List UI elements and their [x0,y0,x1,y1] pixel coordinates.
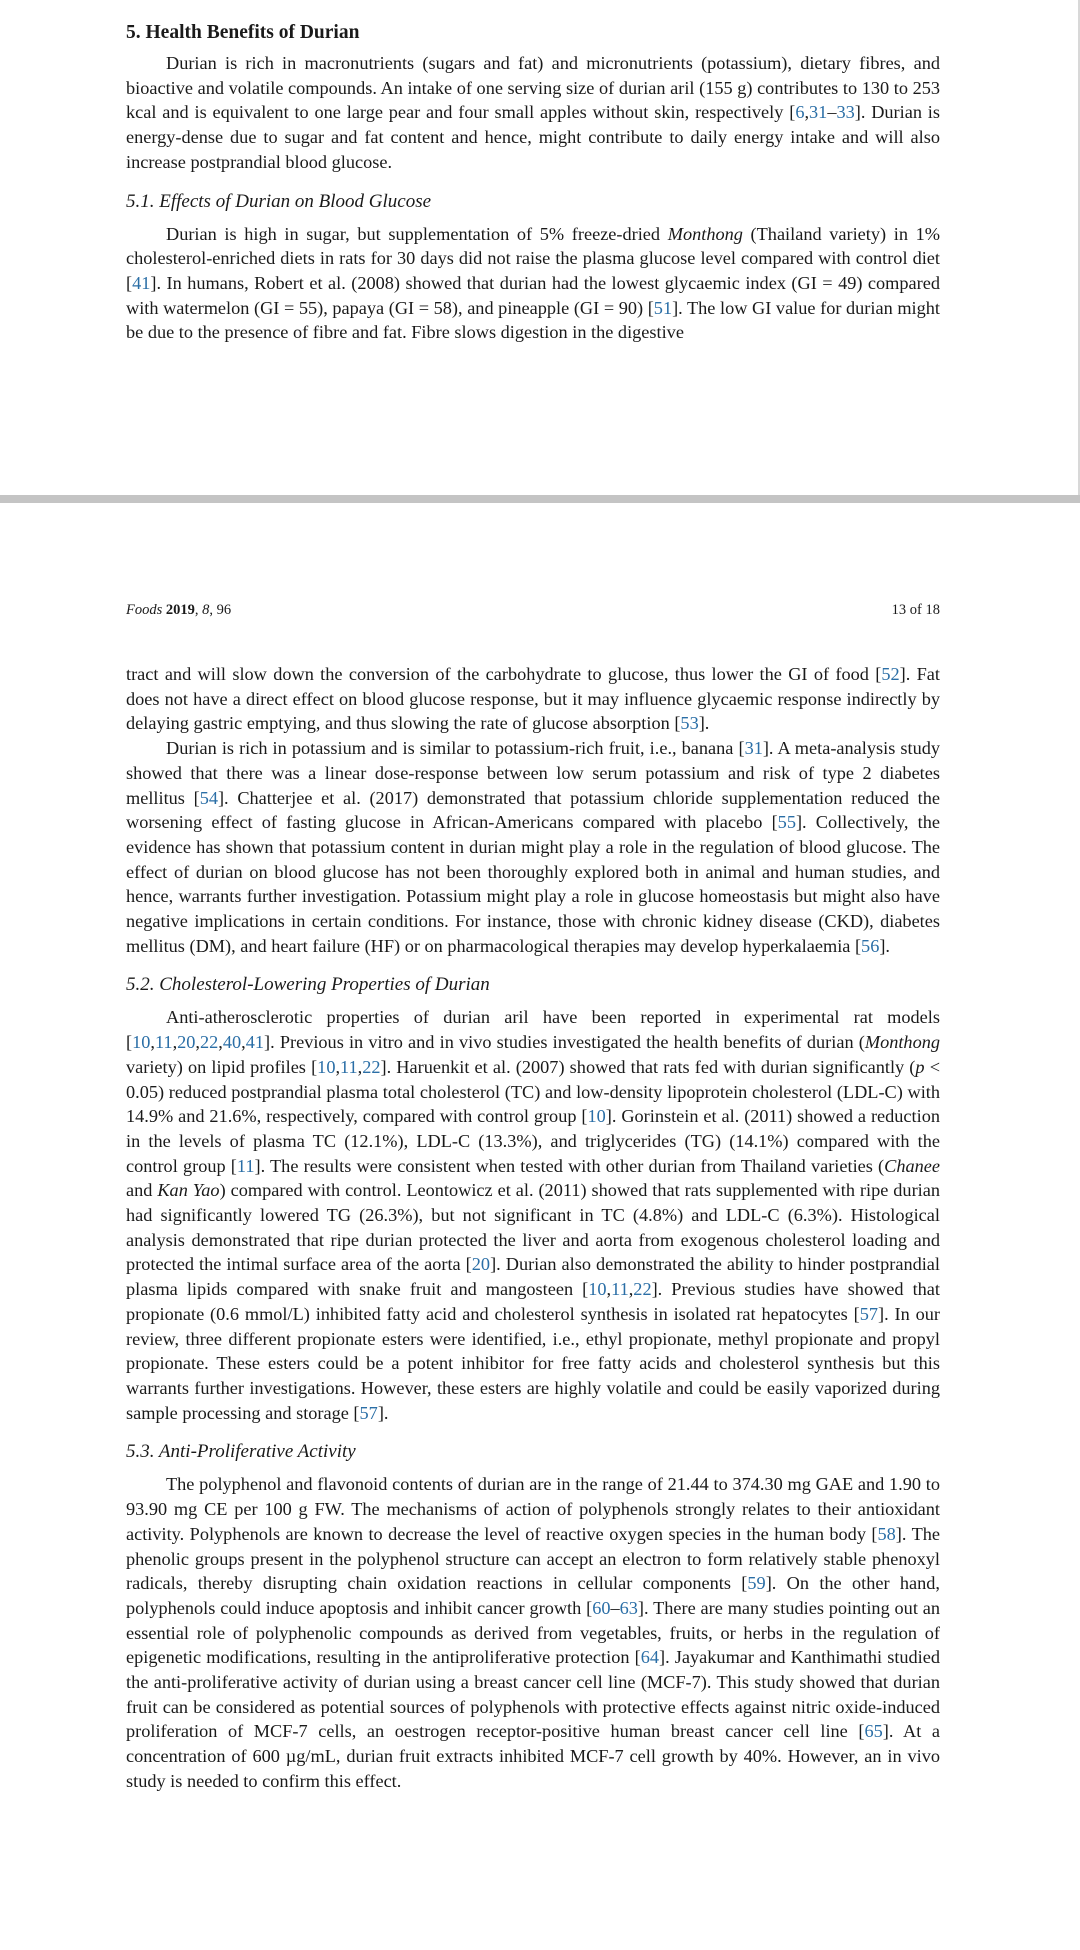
citation-link[interactable]: 53 [680,713,699,734]
citation-link[interactable]: 58 [877,1523,896,1544]
text-run: – [610,1597,620,1618]
citation-link[interactable]: 41 [245,1032,264,1053]
italic-term: p [915,1056,925,1077]
text-run: ]. Previous studies have showed that propionate (0.6 mmol/L) inhibited fatty acid and cholesterol synthesis in isolated rat hepatocytes [ [126,1279,940,1324]
article-number: , 96 [209,602,232,618]
text-run: , [606,1279,612,1300]
citation-link[interactable]: 31 [809,102,828,123]
citation-link[interactable]: 11 [154,1032,173,1053]
text-run: ]. Chatterjee et al. (2017) demonstrated that potassium chloride supplementation reduced the worsening effect of fasting glucose in African-Americans compared with placebo [ [126,787,940,833]
citation-link[interactable]: 56 [861,935,880,956]
text-run: ]. Jayakumar and Kanthimathi studied the anti-proliferative activity of durian using a breast cancer cell line (MCF-7). This study showed that durian fruit can be considered as potential sources of polyphenols with protective effects against nitric oxide-induced proliferation of MCF-7 cells, an oestrogen receptor-positive human breast cancer cell line [ [126,1647,941,1742]
text-run: ]. Gorinstein et al. (2011) showed a reduction in the levels of plasma TC (12.1%), LDL-C (13.3%), and triglycerides (TG) (14.1%) compared with the control group [ [126,1106,940,1176]
citation-link[interactable]: 11 [340,1056,358,1077]
text-run: ]. In humans, Robert et al. (2008) showed that durian had the lowest glycaemic index (GI = 49) compared with watermelon (GI = 55), papaya (GI = 58), and pineapple (GI = 90) [ [126,272,940,318]
citation-link[interactable]: 33 [836,102,855,123]
text-run: ]. Haruenkit et al. (2007) showed that rats fed with durian significantly ( [380,1056,916,1077]
glucose-paragraph-start [126,222,940,346]
text-run: ]. In our review, three different propionate esters were identified, i.e., ethyl propionate, methyl propionate and propyl propionate. These esters could be a potent inhibitor for free fatty acids and cholesterol synthesis but this warrants further investigations. However, these esters are highly volatile and could be easily vaporized during sample processing and storage [ [126,1303,940,1423]
citation-link[interactable]: 31 [744,738,763,759]
text-run: , [150,1032,155,1053]
text-run: – [827,102,837,123]
citation-link[interactable]: 54 [199,787,218,808]
text-run: ]. Durian also demonstrated the ability to hinder postprandial plasma lipids compared with snake fruit and mangosteen [ [126,1254,940,1300]
text-run: The polyphenol and flavonoid contents of durian are in the range of 21.44 to 374.30 mg GAE and 1.90 to 93.90 mg CE per 100 g FW. The mechanisms of action of polyphenols strongly relates to their antioxidant activity. Polyphenols are known to decrease the level of reactive oxygen species in the human body [ [126,1474,940,1544]
citation-link[interactable]: 63 [619,1597,638,1618]
section-heading-health-benefits: 5. Health Benefits of Durian [126,22,360,43]
citation-link[interactable]: 22 [200,1032,219,1053]
text-run: ]. At a concentration of 600 µg/mL, durian fruit extracts inhibited MCF-7 cell growth by 40%. However, an in vivo study is needed to confirm this effect. [126,1721,941,1791]
header-comma: , [194,602,203,618]
text-run: ) compared with control. Leontowicz et al. (2011) showed that rats supplemented with ripe durian had significantly lowered TG (26.3%), but not significant in TC (4.8%) and LDL-C (6.3%). Histological analysis demonstrated that ripe durian protected the liver and aorta from exogenous cholesterol loading and protected the intimal surface area of the aorta [ [126,1180,940,1275]
citation-link[interactable]: 59 [747,1573,766,1594]
potassium-paragraph [126,736,940,958]
page-number: 13 of 18 [891,602,940,618]
text-run: , [195,1032,200,1053]
italic-term: Kan Yao [157,1180,220,1201]
text-run: , [804,102,810,123]
text-run: , [218,1032,223,1053]
text-run: Durian is high in sugar, but supplementation of 5% freeze-dried [166,223,668,244]
journal-volume: 8 [202,602,210,618]
text-run: Durian is rich in macronutrients (sugars and fat) and micronutrients (potassium), dietary fibres, and bioactive and volatile compounds. An intake of one serving size of durian aril (155 g) contributes to 130 to 253 kcal and is equivalent to one large pear and four small apples without skin, respectively [ [126,53,940,123]
text-run: ]. [377,1402,389,1423]
text-run: ]. The low GI value for durian might be due to the presence of fibre and fat. Fibre slows digestion in the digestive [126,297,940,343]
citation-link[interactable]: 10 [132,1032,151,1053]
citation-link[interactable]: 10 [587,1106,606,1127]
page-12-content [126,20,940,345]
citation-link[interactable]: 11 [236,1155,255,1176]
text-run: ]. The results were consistent when tested with other durian from Thailand varieties ( [254,1155,885,1176]
citation-link[interactable]: 64 [640,1647,659,1668]
citation-link[interactable]: 41 [132,272,151,293]
citation-link[interactable]: 52 [881,664,900,684]
page-separator [0,495,1080,503]
citation-link[interactable]: 60 [592,1597,611,1618]
text-run: variety) on lipid profiles [ [126,1056,318,1077]
text-run: ]. Fat does not have a direct effect on blood glucose response, but it may influence glycaemic response indirectly by delaying gastric emptying, and thus slowing the rate of glucose absorption [ [126,664,940,734]
text-run: ]. On the other hand, polyphenols could induce apoptosis and inhibit cancer growth [ [126,1573,940,1618]
citation-link[interactable]: 20 [177,1032,196,1053]
text-run: ]. A meta-analysis study showed that there was a linear dose-response between low serum potassium and risk of type 2 diabetes mellitus [ [126,738,940,808]
citation-link[interactable]: 65 [864,1721,883,1742]
text-run: ]. There are many studies pointing out an essential role of polyphenolic compounds as derived from vegetables, fruits, or herbs in the regulation of epigenetic modifications, resulting in the antiproliferative protection [ [126,1597,940,1668]
text-run: and [126,1180,158,1201]
citation-link[interactable]: 57 [859,1303,878,1324]
journal-name: Foods [126,602,163,618]
journal-year: 2019 [165,602,195,618]
glucose-paragraph-continued [126,662,940,736]
text-run: , [241,1032,246,1053]
text-run: ]. The phenolic groups present in the polyphenol structure can accept an electron to form relatively stable phenoxyl radicals, thereby disrupting chain oxidation reactions in cellular components [ [126,1523,940,1594]
citation-link[interactable]: 22 [633,1279,652,1300]
citation-link[interactable]: 10 [317,1056,336,1077]
text-run: , [357,1056,363,1077]
intro-paragraph [126,51,940,175]
subsection-heading-antiproliferative: 5.3. Anti-Proliferative Activity [126,1441,356,1463]
italic-term: Chanee [884,1155,940,1176]
citation-link[interactable]: 22 [362,1056,381,1077]
citation-link[interactable]: 20 [471,1254,491,1275]
antiproliferative-paragraph [126,1472,940,1793]
text-run: ]. Durian is energy-dense due to sugar and fat content and hence, might contribute to daily energy intake and will also increase postprandial blood glucose. [126,102,941,172]
cholesterol-paragraph [126,1005,940,1425]
subsection-heading-blood-glucose: 5.1. Effects of Durian on Blood Glucose [126,190,432,212]
text-run: ]. Previous in vitro and in vivo studies investigated the health benefits of durian ( [264,1032,865,1053]
citation-link[interactable]: 51 [653,297,673,318]
citation-link[interactable]: 11 [611,1279,629,1300]
citation-link[interactable]: 40 [222,1032,242,1053]
citation-link[interactable]: 6 [795,102,805,123]
italic-term: Monthong [864,1032,940,1053]
citation-link[interactable]: 55 [777,812,796,833]
text-run: Anti-atherosclerotic properties of durian aril have been reported in experimental rat models [ [126,1007,940,1053]
text-run: Durian is rich in potassium and is similar to potassium-rich fruit, i.e., banana [ [166,738,745,759]
text-run: (Thailand variety) in 1% cholesterol-enriched diets in rats for 30 days did not raise the plasma glucose level compared with control diet [ [126,223,940,293]
subsection-heading-cholesterol: 5.2. Cholesterol-Lowering Properties of Durian [126,974,490,996]
text-run: ]. [698,713,710,734]
page-13-content [126,662,940,1794]
text-run: ]. [879,935,890,956]
citation-link[interactable]: 10 [588,1279,607,1300]
journal-citation-header [126,602,231,619]
text-run: tract and will slow down the conversion of the carbohydrate to glucose, thus lower the GI of food [ [126,664,882,684]
text-run: ]. Collectively, the evidence has shown that potassium content in durian might play a role in the regulation of blood glucose. The effect of durian on blood glucose has not been thoroughly explored both in animal and human studies, and hence, warrants further investigation. Potassium might play a role in glucose homeostasis but might also have negative implications in certain conditions. For instance, those with chronic kidney disease (CKD), diabetes mellitus (DM), and heart failure (HF) or on pharmacological therapies may develop hyperkalaemia [ [126,812,940,956]
text-run: , [628,1279,634,1300]
text-run: , [335,1056,341,1077]
text-run: , [172,1032,178,1053]
italic-term: Monthong [667,223,743,244]
citation-link[interactable]: 57 [359,1402,378,1423]
text-run: < 0.05) reduced postprandial plasma total cholesterol (TC) and low-density lipoprotein cholesterol (LDL-C) with 14.9% and 21.6%, respectively, compared with control group [ [126,1056,941,1127]
page-12-bottom [0,0,1080,495]
